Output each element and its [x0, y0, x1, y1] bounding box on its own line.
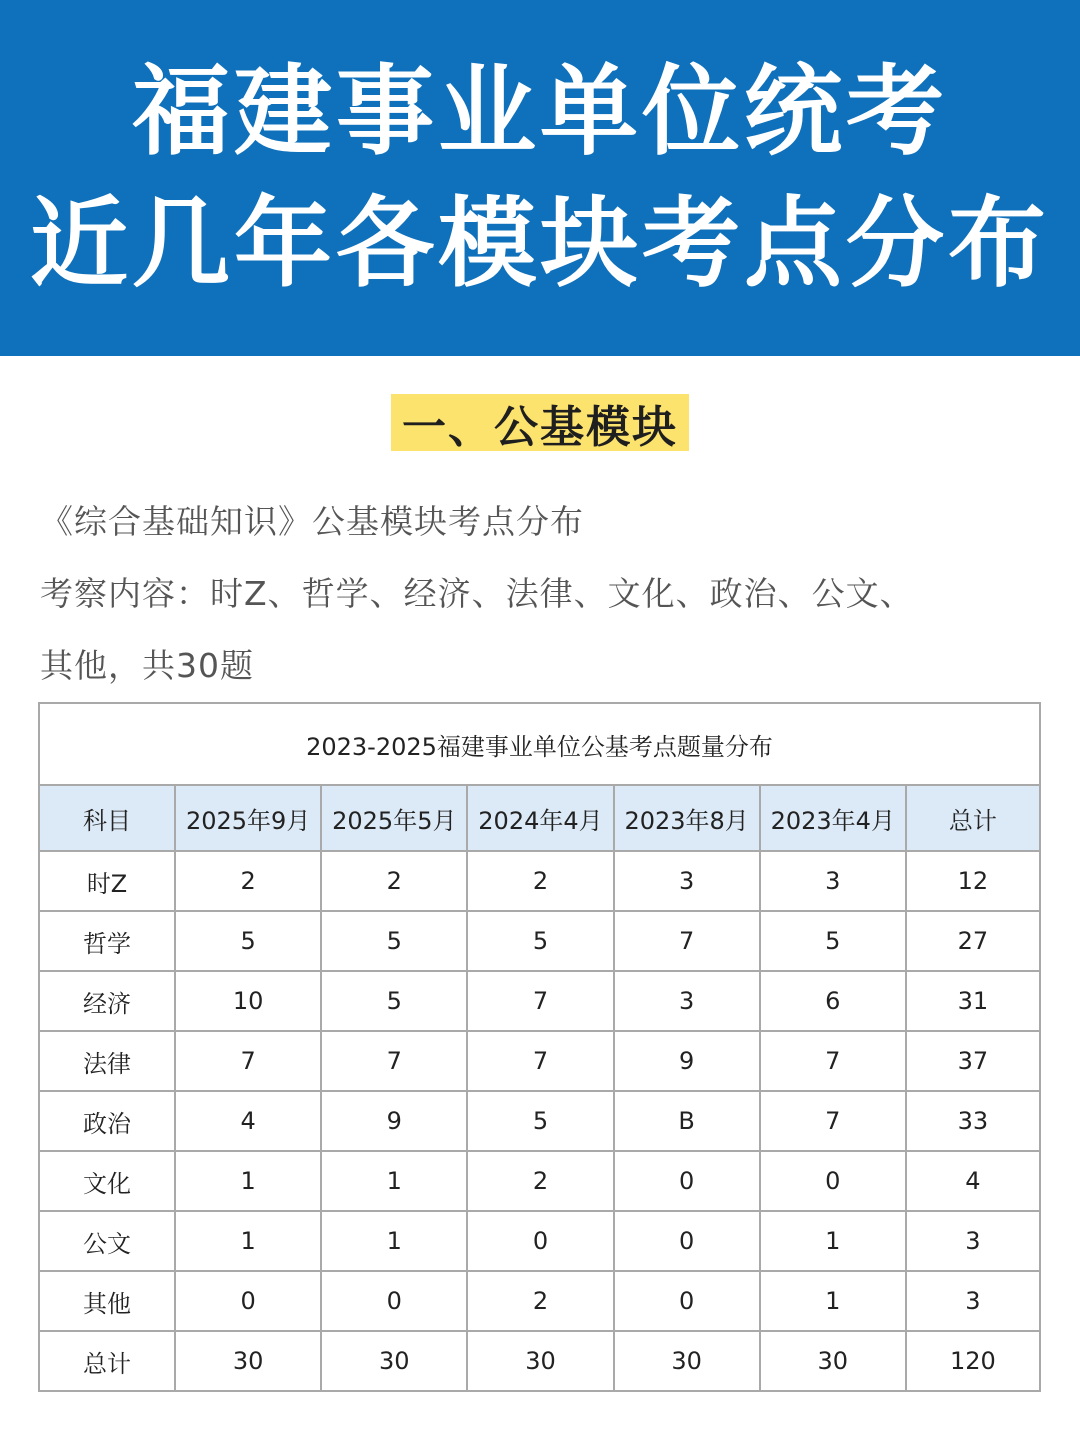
- table-cell: 3: [614, 851, 760, 911]
- table-cell: 37: [906, 1031, 1040, 1091]
- table-cell: 33: [906, 1091, 1040, 1151]
- table-cell: B: [614, 1091, 760, 1151]
- table-cell: 30: [321, 1331, 467, 1391]
- table-cell: 10: [175, 971, 321, 1031]
- row-label-cell: 公文: [39, 1211, 175, 1271]
- content-description-line-2: 其他，共30题: [40, 646, 254, 685]
- table-cell: 3: [906, 1271, 1040, 1331]
- table-row: [39, 911, 1040, 971]
- table-cell: 2: [175, 851, 321, 911]
- table-row: [39, 1031, 1040, 1091]
- table-cell: 2: [467, 1151, 613, 1211]
- table-cell: 1: [760, 1271, 906, 1331]
- row-label-cell: 总计: [39, 1331, 175, 1391]
- column-header: 2024年4月: [467, 785, 613, 851]
- table-cell: 5: [467, 911, 613, 971]
- page-title-line-1: 福建事业单位统考: [131, 55, 948, 169]
- column-header: 2023年4月: [760, 785, 906, 851]
- title-banner: [0, 0, 1080, 356]
- page-title-line-2: 近几年各模块考点分布: [29, 187, 1050, 301]
- column-header: 总计: [906, 785, 1040, 851]
- table-cell: 0: [614, 1271, 760, 1331]
- table-row: [39, 971, 1040, 1031]
- table-caption-row: [39, 703, 1040, 785]
- table-cell: 5: [467, 1091, 613, 1151]
- table-cell: 3: [906, 1211, 1040, 1271]
- column-header: 2023年8月: [614, 785, 760, 851]
- table-cell: 30: [175, 1331, 321, 1391]
- column-header: 2025年9月: [175, 785, 321, 851]
- table-cell: 0: [467, 1211, 613, 1271]
- distribution-table: [38, 702, 1041, 1392]
- table-cell: 3: [614, 971, 760, 1031]
- table-cell: 7: [760, 1091, 906, 1151]
- section-tag: 一、公基模块: [391, 394, 689, 451]
- column-header: 科目: [39, 785, 175, 851]
- table-row: [39, 1151, 1040, 1211]
- table-cell: 30: [467, 1331, 613, 1391]
- table-row: [39, 1211, 1040, 1271]
- table-cell: 5: [175, 911, 321, 971]
- column-header: 2025年5月: [321, 785, 467, 851]
- table-cell: 2: [467, 1271, 613, 1331]
- row-label-cell: 时Z: [39, 851, 175, 911]
- table-cell: 30: [760, 1331, 906, 1391]
- table-cell: 0: [614, 1211, 760, 1271]
- row-label-cell: 政治: [39, 1091, 175, 1151]
- table-cell: 7: [321, 1031, 467, 1091]
- table-cell: 9: [321, 1091, 467, 1151]
- table-cell: 0: [760, 1151, 906, 1211]
- table-cell: 7: [760, 1031, 906, 1091]
- row-label-cell: 经济: [39, 971, 175, 1031]
- table-cell: 7: [614, 911, 760, 971]
- row-label-cell: 其他: [39, 1271, 175, 1331]
- table-cell: 1: [321, 1151, 467, 1211]
- table-row: [39, 1271, 1040, 1331]
- content-description-line-1: 考察内容：时Z、哲学、经济、法律、文化、政治、公文、: [40, 574, 914, 613]
- table-cell: 1: [175, 1151, 321, 1211]
- table-cell: 31: [906, 971, 1040, 1031]
- table-cell: 27: [906, 911, 1040, 971]
- table-cell: 120: [906, 1331, 1040, 1391]
- table-cell: 1: [321, 1211, 467, 1271]
- table-cell: 0: [321, 1271, 467, 1331]
- table-row: [39, 1091, 1040, 1151]
- table-cell: 3: [760, 851, 906, 911]
- table-cell: 2: [467, 851, 613, 911]
- table-cell: 5: [321, 971, 467, 1031]
- row-label-cell: 哲学: [39, 911, 175, 971]
- table-cell: 7: [467, 971, 613, 1031]
- table-row: [39, 1331, 1040, 1391]
- table-cell: 9: [614, 1031, 760, 1091]
- table-cell: 30: [614, 1331, 760, 1391]
- table-cell: 7: [467, 1031, 613, 1091]
- table-row: [39, 851, 1040, 911]
- table-cell: 5: [321, 911, 467, 971]
- table-cell: 6: [760, 971, 906, 1031]
- row-label-cell: 文化: [39, 1151, 175, 1211]
- table-cell: 0: [175, 1271, 321, 1331]
- table-cell: 1: [175, 1211, 321, 1271]
- table-cell: 0: [614, 1151, 760, 1211]
- table-cell: 5: [760, 911, 906, 971]
- section-subtitle: 《综合基础知识》公基模块考点分布: [40, 502, 584, 541]
- table-cell: 4: [906, 1151, 1040, 1211]
- table-cell: 2: [321, 851, 467, 911]
- table-cell: 12: [906, 851, 1040, 911]
- row-label-cell: 法律: [39, 1031, 175, 1091]
- table-header-row: [39, 785, 1040, 851]
- table-cell: 1: [760, 1211, 906, 1271]
- table-cell: 4: [175, 1091, 321, 1151]
- table-caption: 2023-2025福建事业单位公基考点题量分布: [39, 703, 1040, 785]
- section-intro: [40, 486, 1050, 702]
- table-cell: 7: [175, 1031, 321, 1091]
